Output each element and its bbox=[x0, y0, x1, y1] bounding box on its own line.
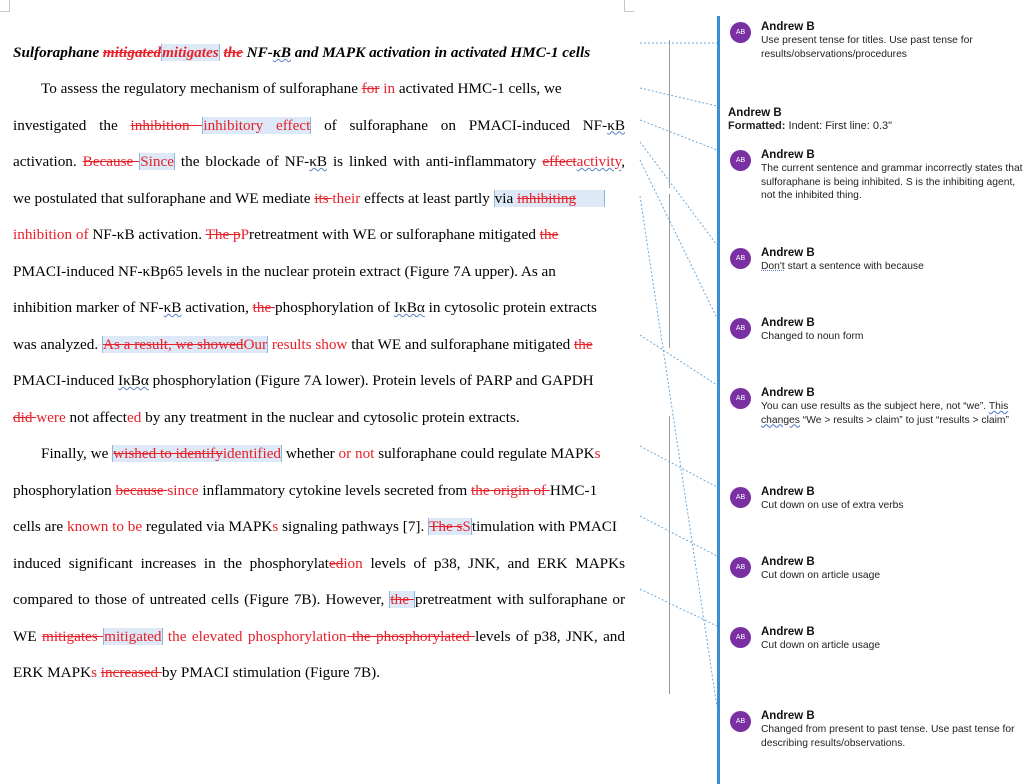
comment-author: Andrew B bbox=[761, 710, 815, 722]
tracked-deletion[interactable]: mitigates bbox=[42, 627, 104, 645]
formatting-value: Indent: First line: 0.3" bbox=[785, 120, 893, 132]
spellcheck-word[interactable]: κB bbox=[607, 116, 625, 134]
tracked-deletion[interactable]: the bbox=[539, 226, 559, 243]
paragraph-line: activation. Because Since the blockade of NF-κB is linked with anti-inflammatory effectactivity, bbox=[13, 153, 625, 170]
avatar: AB bbox=[730, 318, 751, 339]
paragraph-line: ERK MAPKs increased by PMACI stimulation (Figure 7B). bbox=[13, 664, 381, 681]
page-corner-mark-right bbox=[624, 0, 634, 12]
document-title[interactable] bbox=[13, 38, 625, 74]
avatar: AB bbox=[730, 22, 751, 43]
tracked-deletion[interactable]: the bbox=[390, 591, 415, 608]
spellcheck-word[interactable]: IκBα bbox=[394, 299, 425, 316]
comment-author: Andrew B bbox=[761, 626, 815, 638]
tracked-deletion[interactable]: the origin of bbox=[471, 481, 550, 499]
comment-pane-line bbox=[717, 16, 720, 784]
paragraph-line: compared to those of untreated cells (Figure 7B). However, the pretreatment with sulforaphane or bbox=[13, 591, 625, 608]
tracked-insertion[interactable]: known to be bbox=[66, 518, 143, 535]
paragraph-line: was analyzed. As a result, we showedOur results show that WE and sulforaphane mitigated the bbox=[13, 335, 593, 353]
spellcheck-word[interactable]: κB bbox=[309, 153, 328, 170]
comment-text: Changed to noun form bbox=[761, 331, 864, 342]
formatting-note[interactable] bbox=[728, 106, 1018, 134]
avatar: AB bbox=[730, 557, 751, 578]
comment-card[interactable] bbox=[730, 485, 1024, 513]
avatar: AB bbox=[730, 248, 751, 269]
paragraph-line: inhibition of NF-κB activation. The pPretreatment with WE or sulforaphane mitigated the bbox=[13, 226, 559, 243]
comment-author: Andrew B bbox=[761, 247, 815, 259]
tracked-insertion[interactable]: mitigated bbox=[104, 627, 162, 645]
paragraph-line: induced significant increases in the phosphorylatedion levels of p38, JNK, and ERK MAPKs bbox=[13, 554, 625, 572]
tracked-insertion[interactable]: the elevated phosphorylation bbox=[162, 627, 347, 645]
tracked-insertion[interactable]: Since bbox=[140, 153, 174, 170]
tracked-insertion[interactable]: mitigates bbox=[162, 44, 219, 61]
tracked-deletion[interactable]: for bbox=[361, 80, 380, 97]
highlighted-text[interactable] bbox=[428, 518, 472, 535]
comment-card[interactable] bbox=[730, 148, 1024, 203]
tracked-deletion[interactable]: did bbox=[13, 408, 37, 426]
comment-card[interactable] bbox=[730, 316, 1024, 344]
highlighted-text[interactable] bbox=[102, 336, 268, 353]
comment-author: Andrew B bbox=[761, 387, 815, 399]
tracked-deletion[interactable]: the phosphorylated bbox=[346, 627, 476, 645]
title-text: Sulforaphane bbox=[13, 44, 103, 61]
comment-text: Cut down on article usage bbox=[761, 570, 881, 581]
tracked-insertion[interactable]: since bbox=[167, 481, 199, 499]
spellcheck-word[interactable]: IκBα bbox=[118, 372, 149, 389]
comment-card[interactable] bbox=[730, 625, 1024, 653]
change-bar bbox=[669, 416, 670, 694]
comment-author: Andrew B bbox=[761, 556, 815, 568]
title-text: and MAPK activation in activated HMC-1 cells bbox=[291, 44, 591, 61]
tracked-insertion[interactable]: inhibitory effect bbox=[203, 116, 311, 134]
tracked-insertion[interactable]: S bbox=[462, 518, 471, 535]
tracked-deletion[interactable]: the bbox=[223, 44, 243, 61]
paragraph-line: inhibition marker of NF-κB activation, the phosphorylation of IκBα in cytosolic protein extracts bbox=[13, 299, 597, 316]
tracked-insertion[interactable]: or not bbox=[338, 445, 375, 462]
avatar: AB bbox=[730, 388, 751, 409]
tracked-deletion[interactable]: inhibiting bbox=[517, 189, 577, 207]
comment-text: Changed from present to past tense. Use past tense for describing results/observations. bbox=[761, 724, 1015, 749]
paragraph-line: PMACI-induced IκBα phosphorylation (Figure 7A lower). Protein levels of PARP and GAPDH bbox=[13, 372, 594, 389]
tracked-insertion[interactable]: inhibition of bbox=[13, 226, 89, 243]
paragraph-line: Finally, we wished to identifyidentified whether or not sulforaphane could regulate MAPKs bbox=[41, 445, 601, 462]
comment-text: Don't start a sentence with because bbox=[761, 261, 924, 272]
paragraph-line: PMACI-induced NF-κBp65 levels in the nuclear protein extract (Figure 7A upper). As an bbox=[13, 262, 556, 280]
comment-author: Andrew B bbox=[761, 486, 815, 498]
tracked-insertion[interactable]: ed bbox=[127, 408, 142, 426]
comment-card[interactable] bbox=[730, 555, 1024, 583]
paragraph-line: we postulated that sulforaphane and WE mediate its their effects at least partly via inhibiting bbox=[13, 184, 625, 221]
tracked-insertion[interactable]: Our bbox=[243, 335, 268, 353]
document-body[interactable] bbox=[13, 38, 625, 695]
comment-author: Andrew B bbox=[728, 107, 782, 119]
tracked-deletion[interactable]: its bbox=[314, 189, 333, 207]
tracked-deletion[interactable]: The s bbox=[429, 518, 463, 535]
tracked-deletion[interactable]: because bbox=[115, 481, 168, 499]
tracked-insertion[interactable]: were bbox=[36, 408, 66, 426]
tracked-insertion[interactable]: activity bbox=[576, 153, 622, 170]
tracked-insertion[interactable]: results show bbox=[268, 335, 348, 353]
comment-card[interactable] bbox=[730, 20, 1024, 61]
highlighted-text[interactable] bbox=[112, 445, 282, 462]
comment-text: Use present tense for titles. Use past tense for results/observations/procedures bbox=[761, 35, 973, 60]
comment-text: Cut down on article usage bbox=[761, 640, 881, 651]
comment-text: Cut down on use of extra verbs bbox=[761, 500, 904, 511]
tracked-deletion[interactable]: ed bbox=[328, 554, 344, 572]
paragraph-line: cells are known to be regulated via MAPKs signaling pathways [7]. The sStimulation with PMACI bbox=[13, 518, 617, 535]
highlighted-text[interactable]: via inhibiting bbox=[494, 190, 605, 207]
tracked-deletion[interactable]: As a result, we showed bbox=[102, 335, 244, 353]
tracked-deletion[interactable]: inhibition bbox=[130, 116, 203, 134]
avatar: AB bbox=[730, 711, 751, 732]
tracked-insertion[interactable]: ion bbox=[343, 554, 363, 572]
change-bar bbox=[669, 40, 670, 188]
tracked-deletion[interactable]: effect bbox=[542, 153, 577, 170]
paragraph-line: WE mitigates mitigated the elevated phosphorylation the phosphorylated levels of p38, JNK, and bbox=[13, 627, 625, 645]
paragraph-line: To assess the regulatory mechanism of sulforaphane for in activated HMC-1 cells, we bbox=[41, 80, 562, 97]
change-bar bbox=[669, 194, 670, 348]
formatting-label: Formatted: bbox=[728, 120, 786, 132]
tracked-deletion[interactable]: mitigated bbox=[102, 44, 162, 61]
spellcheck-word[interactable]: κB bbox=[272, 44, 291, 61]
tracked-deletion[interactable]: The p bbox=[205, 226, 241, 243]
tracked-insertion[interactable]: s bbox=[594, 445, 601, 462]
paragraph-line: did were not affected by any treatment in the nuclear and cytosolic protein extracts. bbox=[13, 408, 520, 426]
comment-text: The current sentence and grammar incorrectly states that sulforaphane is being inhibited. S is the inhibiting agent, not the inhibited thing. bbox=[761, 163, 1023, 201]
comment-text: You can use results as the subject here, not “we”. This changes “We > results > claim” to just “results > claim” bbox=[761, 401, 1009, 426]
comment-author: Andrew B bbox=[761, 149, 815, 161]
comment-author: Andrew B bbox=[761, 21, 815, 33]
tracked-insertion[interactable]: s bbox=[272, 518, 279, 535]
tracked-insertion[interactable]: P bbox=[240, 226, 250, 243]
comment-card[interactable] bbox=[730, 246, 1024, 274]
avatar: AB bbox=[730, 150, 751, 171]
comment-card[interactable] bbox=[730, 386, 1024, 427]
page-corner-mark-left bbox=[0, 0, 10, 12]
tracked-deletion[interactable]: Because bbox=[82, 153, 140, 170]
tracked-deletion[interactable]: increased bbox=[100, 664, 162, 681]
tracked-deletion[interactable]: wished to identify bbox=[113, 445, 223, 462]
title-text: NF- bbox=[242, 44, 273, 61]
tracked-insertion[interactable]: identified bbox=[222, 445, 282, 462]
spellcheck-word[interactable]: κB bbox=[163, 299, 182, 316]
comment-card[interactable] bbox=[730, 709, 1024, 750]
tracked-insertion[interactable]: their bbox=[332, 189, 361, 207]
avatar: AB bbox=[730, 627, 751, 648]
tracked-insertion[interactable]: in bbox=[379, 80, 396, 97]
tracked-insertion[interactable]: s bbox=[91, 664, 97, 681]
tracked-deletion[interactable]: the bbox=[252, 299, 276, 316]
tracked-deletion[interactable]: the bbox=[574, 335, 593, 353]
avatar: AB bbox=[730, 487, 751, 508]
comment-author: Andrew B bbox=[761, 317, 815, 329]
paragraph-line: phosphorylation because since inflammatory cytokine levels secreted from the origin of HMC-1 bbox=[13, 481, 598, 499]
paragraph-line: investigated the inhibition inhibitory effect of sulforaphane on PMACI-induced NF-κB bbox=[13, 116, 625, 134]
